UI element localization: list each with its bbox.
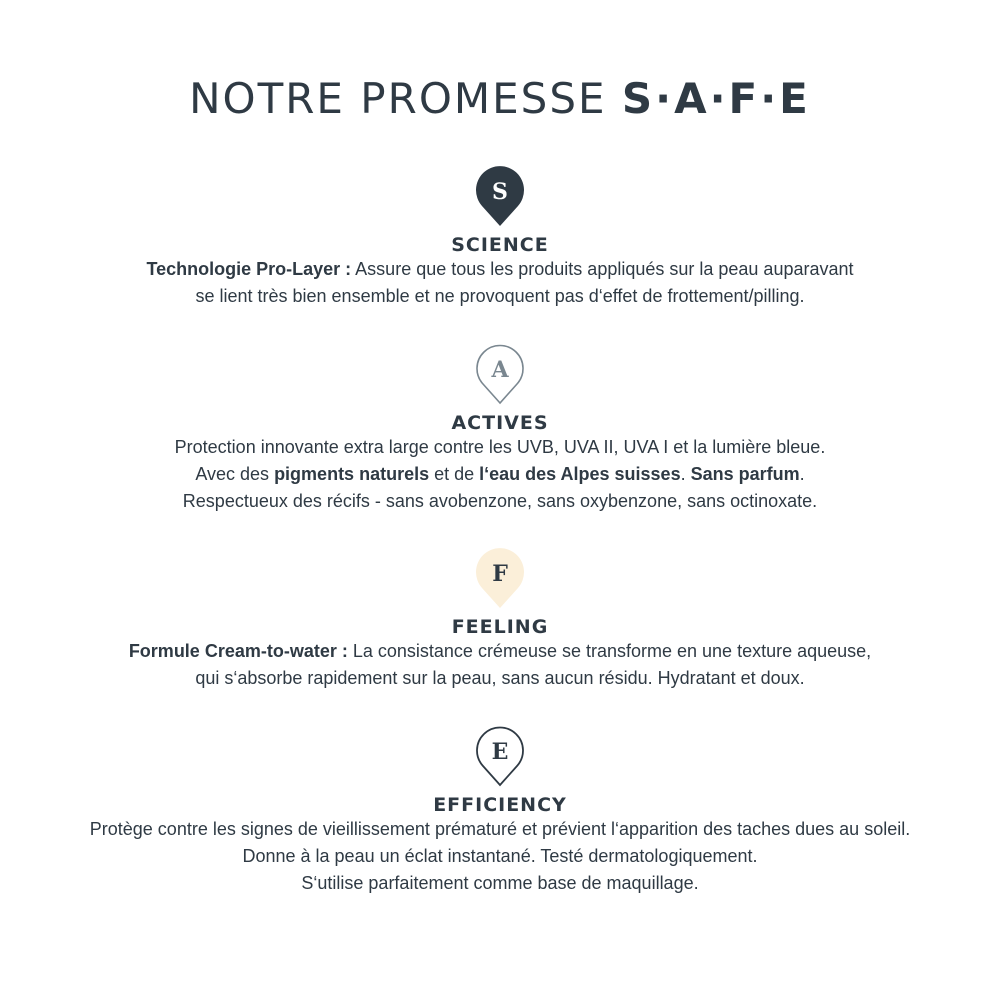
section-heading: EFFICIENCY bbox=[433, 794, 567, 816]
section-actives bbox=[0, 344, 1000, 515]
body-line: Avec des pigments naturels et de l‘eau des Alpes suisses. Sans parfum. bbox=[195, 464, 805, 484]
section-heading: SCIENCE bbox=[451, 234, 549, 256]
body-line: Donne à la peau un éclat instantané. Testé dermatologiquement. bbox=[242, 846, 758, 866]
body-line: Formule Cream-to-water : La consistance crémeuse se transforme en une texture aqueuse, bbox=[128, 641, 872, 661]
pin-letter: S bbox=[492, 179, 508, 205]
section-body bbox=[0, 638, 1000, 692]
section-heading: FEELING bbox=[451, 616, 549, 638]
pin-letter: E bbox=[491, 739, 509, 765]
section-body bbox=[0, 816, 1000, 897]
map-pin-filled-dark-icon bbox=[473, 166, 527, 228]
body-line: Protège contre les signes de vieillissement prématuré et prévient l‘apparition des taches dues au soleil. bbox=[89, 819, 911, 839]
pin-letter: F bbox=[492, 561, 508, 587]
body-line: Technologie Pro-Layer : Assure que tous les produits appliqués sur la peau auparavant bbox=[146, 259, 854, 279]
body-line: Protection innovante extra large contre les UVB, UVA II, UVA I et la lumière bleue. bbox=[174, 437, 826, 457]
section-science bbox=[0, 166, 1000, 310]
body-line: se lient très bien ensemble et ne provoquent pas d‘effet de frottement/pilling. bbox=[195, 286, 805, 306]
section-body bbox=[0, 256, 1000, 310]
body-line: Respectueux des récifs - sans avobenzone, sans oxybenzone, sans octinoxate. bbox=[182, 491, 818, 511]
map-pin-filled-cream-icon bbox=[473, 548, 527, 610]
map-pin-outline-gray-icon bbox=[473, 344, 527, 406]
section-body bbox=[0, 434, 1000, 515]
section-feeling bbox=[0, 548, 1000, 692]
pin-letter: A bbox=[491, 357, 509, 383]
body-line: S‘utilise parfaitement comme base de maquillage. bbox=[301, 873, 699, 893]
body-line: qui s‘absorbe rapidement sur la peau, sans aucun résidu. Hydratant et doux. bbox=[195, 668, 805, 688]
page-title bbox=[0, 74, 1000, 123]
map-pin-outline-dark-icon bbox=[473, 726, 527, 788]
section-efficiency bbox=[0, 726, 1000, 897]
page-title-main: NOTRE PROMESSE bbox=[189, 74, 607, 123]
page-title-acronym: S·A·F·E bbox=[621, 74, 811, 123]
section-heading: ACTIVES bbox=[451, 412, 549, 434]
